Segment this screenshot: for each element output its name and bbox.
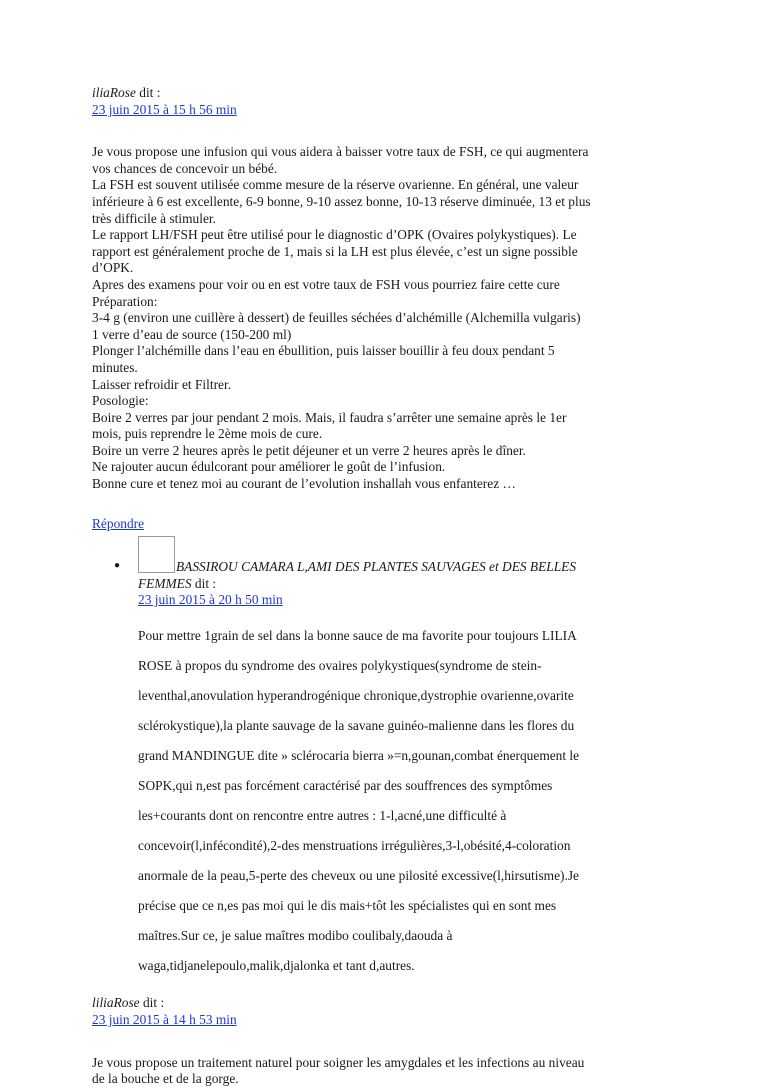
reply-text-line: Pour mettre 1grain de sel dans la bonne sauce de ma favorite pour toujours LILIA	[138, 628, 577, 644]
reply-text-line: leventhal,anovulation hyperandrogénique chronique,dystrophie ovarienne,ovarite	[138, 688, 574, 703]
reply-text-line: anormale de la peau,5-perte des cheveux ou une pilosité excessive(l,hirsutisme).Je	[138, 867, 579, 883]
comment-text-line: Laisser refroidir et Filtrer.	[92, 376, 232, 392]
comment-date-link[interactable]: 23 juin 2015 à 14 h 53 min	[92, 1012, 237, 1028]
comment-says: dit :	[139, 85, 161, 100]
comment-text-line: 3-4 g (environ une cuillère à dessert) de feuilles séchées d’alchémille (Alchemilla vulgaris)	[92, 310, 581, 326]
comment-text-line: Apres des examens pour voir ou en est votre taux de FSH vous pourriez faire cette cure	[92, 276, 560, 292]
reply-text-line: les+courants dont on rencontre entre autres : 1-l,acné,une difficulté à	[138, 807, 507, 823]
comment-author-line	[92, 85, 672, 102]
comment-text-line: inférieure à 6 est excellente, 6-9 bonne, 9-10 assez bonne, 10-13 réserve diminuée, 13 et plus	[92, 193, 591, 209]
reply-text-line: waga,tidjanelepoulo,malik,djalonka et tant d,autres.	[138, 957, 415, 973]
reply-list	[92, 536, 672, 974]
comment-text-line: Ne rajouter aucun édulcorant pour améliorer le goût de l’infusion.	[92, 459, 446, 475]
comment-thread	[92, 85, 672, 1088]
reply-author-continued: FEMMES	[138, 575, 192, 591]
comment-author: liliaRose	[92, 995, 140, 1011]
comment-text-line: minutes.	[92, 359, 138, 375]
comment-text-line: vos chances de concevoir un bébé.	[92, 160, 278, 176]
comment-text-line: mois, puis reprendre le 2ème mois de cure.	[92, 426, 323, 442]
comment-text-line: rapport est généralement proche de 1, mais si la LH est plus élevée, c’est un signe possible	[92, 243, 578, 259]
reply-author: BASSIROU CAMARA L,AMI DES PLANTES SAUVAGES et DES BELLES	[176, 559, 577, 575]
comment-text-line: 1 verre d’eau de source (150-200 ml)	[92, 326, 292, 342]
reply-text-line: ROSE à propos du syndrome des ovaires polykystiques(syndrome de stein-	[138, 658, 542, 674]
comment-text-line: d’OPK.	[92, 260, 134, 276]
comment-text-line: Préparation:	[92, 293, 158, 309]
reply-text-line: maîtres.Sur ce, je salue maîtres modibo coulibaly,daouda à	[138, 927, 453, 943]
reply-author-line	[138, 576, 672, 593]
reply-text-line: SOPK,qui n,est pas forcément caractérisé par des souffrences des symptômes	[138, 777, 553, 793]
reply-text-line: sclérokystique),la plante sauvage de la savane guinéo-malienne dans les flores du	[138, 717, 575, 733]
comment-body	[92, 144, 672, 492]
comment-text-line: Bonne cure et tenez moi au courant de l’evolution inshallah vous enfanterez …	[92, 476, 516, 492]
comment-item	[92, 85, 672, 532]
reply-link[interactable]: Répondre	[92, 515, 145, 531]
reply-author-line	[138, 536, 672, 576]
comment-text-line: Plonger l’alchémille dans l’eau en ébullition, puis laisser bouillir à feu doux pendant 5	[92, 343, 555, 359]
reply-body	[138, 628, 658, 974]
reply-text-line: concevoir(l,infécondité),2-des menstruations irrégulières,3-l,obésité,4-coloration	[138, 837, 571, 853]
comment-text-line: de la bouche et de la gorge.	[92, 1071, 239, 1087]
comment-item	[92, 995, 672, 1087]
comment-text-line: Le rapport LH/FSH peut être utilisé pour le diagnostic d’OPK (Ovaires polykystiques). Le	[92, 227, 577, 243]
avatar	[138, 536, 175, 573]
comment-text-line: très difficile à stimuler.	[92, 210, 216, 226]
comment-text-line: Boire 2 verres par jour pendant 2 mois. Mais, il faudra s’arrêter une semaine après le 1er	[92, 409, 567, 425]
list-bullet: ●	[114, 560, 121, 572]
comment-author-line	[92, 995, 672, 1012]
comment-date-link[interactable]: 23 juin 2015 à 15 h 56 min	[92, 101, 237, 117]
comment-text-line: Boire un verre 2 heures après le petit déjeuner et un verre 2 heures après le dîner.	[92, 442, 526, 458]
reply-says: dit :	[194, 575, 217, 591]
comment-text-line: Je vous propose une infusion qui vous aidera à baisser votre taux de FSH, ce qui augmentera	[92, 144, 589, 160]
reply-date-link[interactable]: 23 juin 2015 à 20 h 50 min	[138, 592, 283, 608]
comment-body	[92, 1055, 672, 1088]
reply-text-line: précise que ce n,es pas moi qui le dis mais+tôt les spécialistes qui en sont mes	[138, 897, 557, 913]
comment-text-line: Posologie:	[92, 393, 149, 409]
comment-says: dit :	[142, 995, 165, 1011]
comment-text-line: La FSH est souvent utilisée comme mesure de la réserve ovarienne. En général, une valeur	[92, 177, 579, 193]
comment-author: iliaRose	[92, 85, 136, 100]
reply-text-line: grand MANDINGUE dite » sclérocaria bierra »=n,gounan,combat énerquement le	[138, 747, 580, 763]
comment-text-line: Je vous propose un traitement naturel pour soigner les amygdales et les infections au niveau	[92, 1054, 585, 1070]
